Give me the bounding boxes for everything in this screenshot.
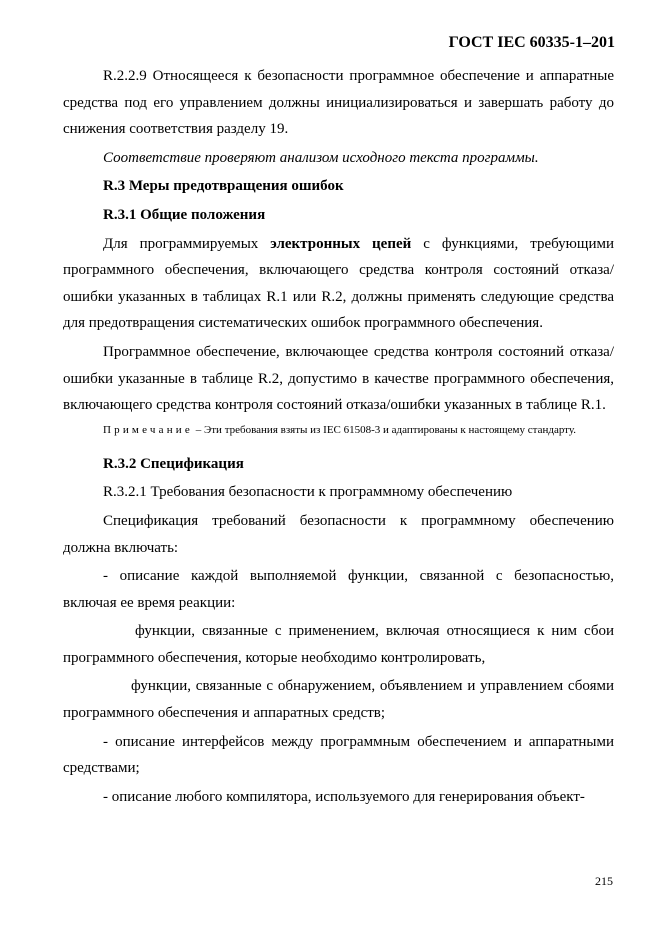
paragraph-software-tables: Программное обеспечение, включающее средства контроля состояний отказа/ошибки указанные в таблице R.2, допустимо в качестве программного обеспечения, включающего средства контроля состояний отказа/ошибки указанных в таблице R.1.: [63, 343, 614, 414]
standard-designation: ГОСТ IEC 60335-1–201: [448, 34, 615, 51]
note: [63, 423, 614, 437]
paragraph-r2-2-9: R.2.2.9 Относящееся к безопасности программное обеспечение и аппаратные средства под его управлением должны инициализироваться и завершать работу до снижения соответствия разделу 19.: [63, 68, 614, 138]
paragraph-general-end: с функциями, требующими программного обеспечения, включающего средства контроля состояний отказа/ошибки указанных в таблицах R.1 или R.2, должны применять следующие средства для предотвращения систематических ошибок программного обеспечения.: [63, 235, 614, 332]
heading-r3-2: R.3.2 Спецификация: [103, 455, 244, 472]
note-label: Примечание: [103, 423, 193, 436]
paragraph-r3-2-1: R.3.2.1 Требования безопасности к программному обеспечению: [103, 484, 513, 501]
list-item-functions: - описание каждой выполняемой функции, связанной с безопасностью, включая ее время реакции:: [63, 568, 614, 611]
list-item-compiler: - описание любого компилятора, используемого для генерирования объект-: [103, 788, 585, 805]
document-body: [63, 63, 614, 810]
heading-r3-1: R.3.1 Общие положения: [103, 206, 266, 223]
heading-r3: R.3 Меры предотвращения ошибок: [103, 178, 344, 195]
paragraph-spec-intro: Спецификация требований безопасности к программному обеспечению должна включать:: [63, 512, 614, 556]
list-subitem-detection: функции, связанные с обнаружением, объявлением и управлением сбоями программного обеспечения и аппаратных средств;: [63, 678, 614, 722]
compliance-check: Соответствие проверяют анализом исходного текста программы.: [103, 149, 539, 166]
list-item-interfaces: - описание интерфейсов между программным обеспечением и аппаратными средствами;: [63, 733, 614, 777]
list-subitem-application: функции, связанные с применением, включая относящиеся к ним сбои программного обеспечения, которые необходимо контролировать,: [63, 623, 614, 666]
paragraph-general: [63, 231, 614, 337]
term-electronic-circuits: электронных цепей: [270, 235, 412, 252]
note-text: – Эти требования взяты из IEC 61508-3 и адаптированы к настоящему стандарту.: [192, 423, 576, 436]
paragraph-general-start: Для программируемых: [103, 235, 271, 252]
page-number: 215: [595, 874, 613, 888]
